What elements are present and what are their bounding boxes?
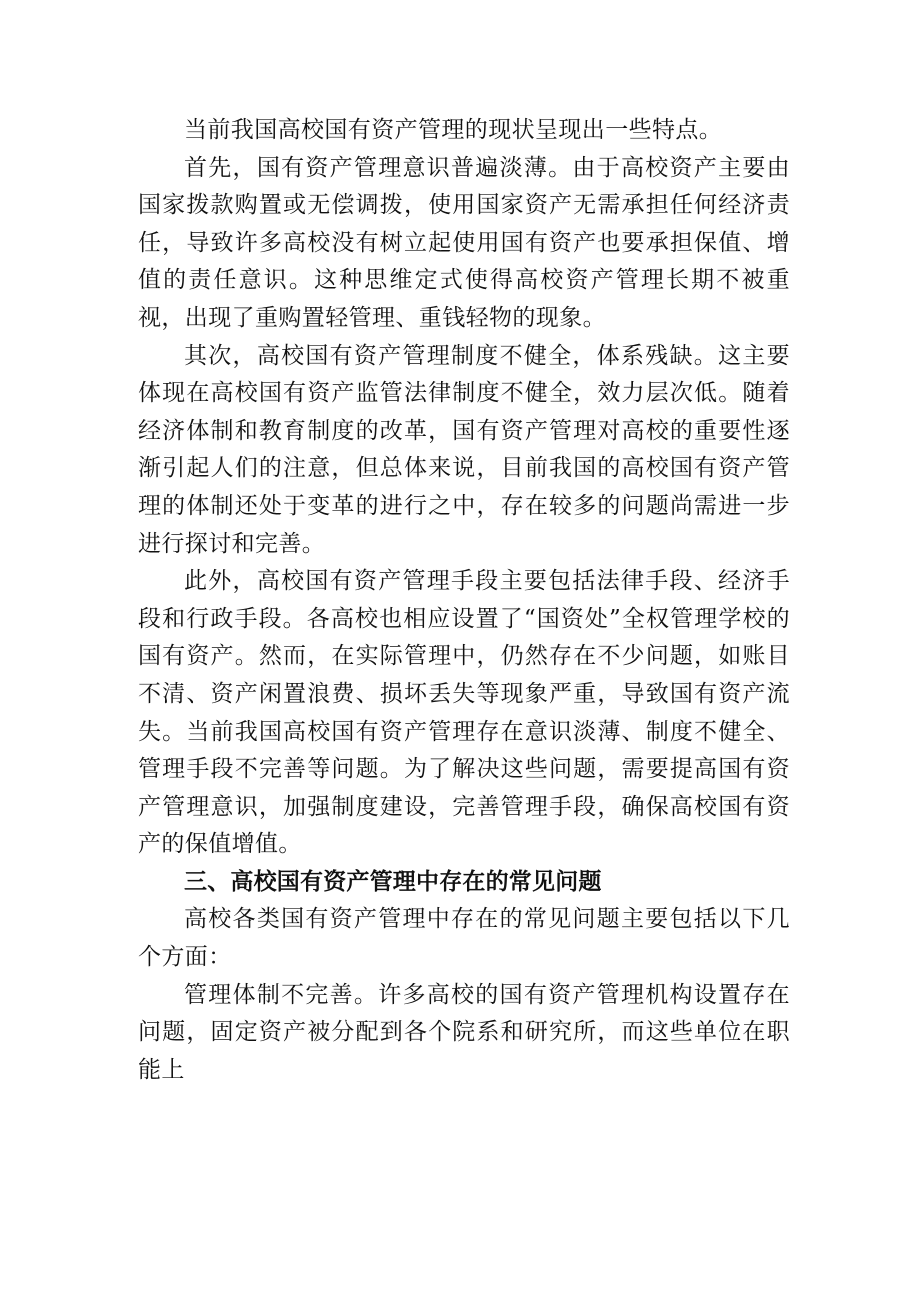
section-heading-3: 三、高校国有资产管理中存在的常见问题 [184,868,602,895]
paragraph-means: 此外，高校国有资产管理手段主要包括法律手段、经济手段和行政手段。各高校也相应设置了“国资处”全权管理学校的国有资产。然而，在实际管理中，仍然存在不少问题，如账目不清、资产闲置浪费、损坏丢失等现象严重，导致国有资产流失。当前我国高校国有资产管理存在意识淡薄、制度不健全、管理手段不完善等问题。为了解决这些问题，需要提高国有资产管理意识，加强制度建设，完善管理手段，确保高校国有资产的保值增值。 [138,568,790,858]
document-body [138,112,790,1089]
intro-paragraph: 当前我国高校国有资产管理的现状呈现出一些特点。 [184,117,723,143]
paragraph-management-structure: 管理体制不完善。许多高校的国有资产管理机构设置存在问题，固定资产被分配到各个院系和研究所，而这些单位在职能上 [138,981,790,1083]
paragraph-awareness: 首先，国有资产管理意识普遍淡薄。由于高校资产主要由国家拨款购置或无偿调拨，使用国家资产无需承担任何经济责任，导致许多高校没有树立起使用国有资产也要承担保值、增值的责任意识。这种思维定式使得高校资产管理长期不被重视，出现了重购置轻管理、重钱轻物的现象。 [138,154,790,331]
paragraph-system: 其次，高校国有资产管理制度不健全，体系残缺。这主要体现在高校国有资产监管法律制度不健全，效力层次低。随着经济体制和教育制度的改革，国有资产管理对高校的重要性逐渐引起人们的注意，但总体来说，目前我国的高校国有资产管理的体制还处于变革的进行之中，存在较多的问题尚需进一步进行探讨和完善。 [138,342,790,557]
paragraph-common-issues: 高校各类国有资产管理中存在的常见问题主要包括以下几个方面： [138,906,790,971]
